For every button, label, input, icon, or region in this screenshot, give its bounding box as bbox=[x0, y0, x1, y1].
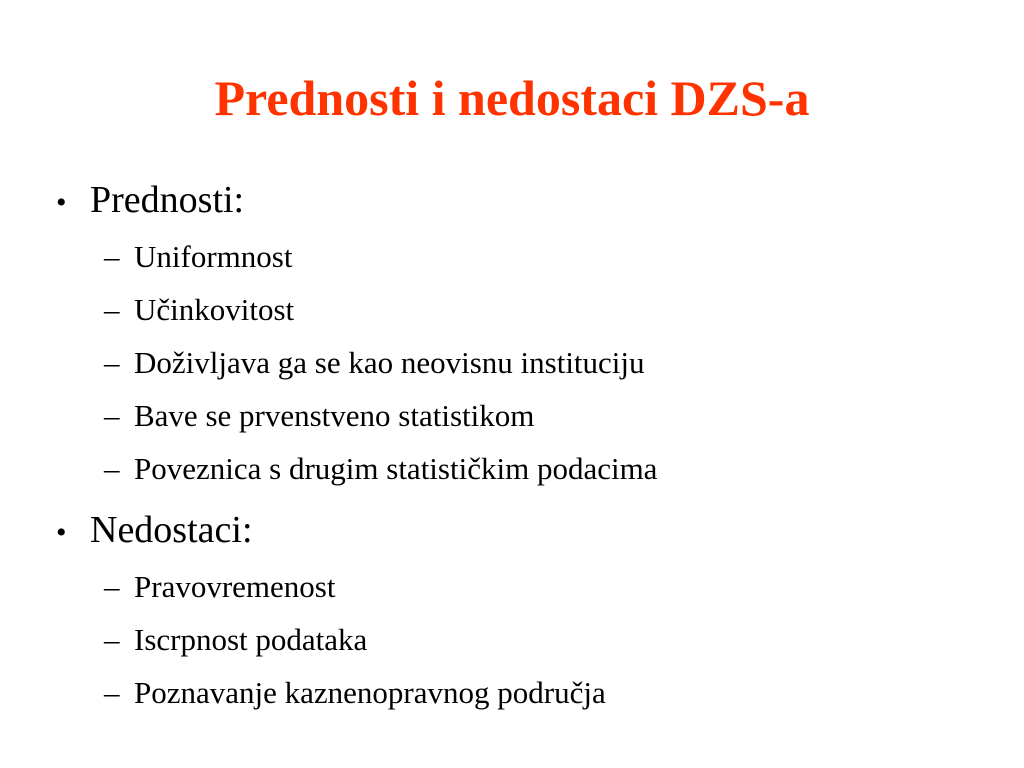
list-item bbox=[56, 560, 996, 613]
list-item-label: Uniformnost bbox=[134, 239, 293, 274]
list-item bbox=[56, 283, 996, 336]
section-heading-label: Prednosti: bbox=[90, 179, 245, 221]
section-heading-prednosti bbox=[56, 170, 996, 230]
list-item-label: Doživljava ga se kao neovisnu instituciju bbox=[134, 345, 645, 380]
dash-icon: – bbox=[104, 675, 120, 710]
list-item-label: Pravovremenost bbox=[134, 569, 336, 604]
dash-icon: – bbox=[104, 451, 120, 486]
list-item bbox=[56, 613, 996, 666]
list-item-label: Bave se prvenstveno statistikom bbox=[134, 398, 535, 433]
dash-icon: – bbox=[104, 292, 120, 327]
slide-title: Prednosti i nedostaci DZS-a bbox=[214, 70, 810, 126]
list-item bbox=[56, 230, 996, 283]
bullet-icon: • bbox=[56, 516, 67, 549]
list-item bbox=[56, 336, 996, 389]
bullet-icon: • bbox=[56, 186, 67, 219]
bullet-list bbox=[56, 170, 996, 719]
section-heading-label: Nedostaci: bbox=[90, 509, 253, 551]
list-item-label: Poveznica s drugim statističkim podacima bbox=[134, 451, 658, 486]
list-item-label: Iscrpnost podataka bbox=[134, 622, 368, 657]
dash-icon: – bbox=[104, 239, 120, 274]
dash-icon: – bbox=[104, 569, 120, 604]
dash-icon: – bbox=[104, 622, 120, 657]
dash-icon: – bbox=[104, 398, 120, 433]
dash-icon: – bbox=[104, 345, 120, 380]
list-item-label: Poznavanje kaznenopravnog područja bbox=[134, 675, 606, 710]
list-item bbox=[56, 389, 996, 442]
list-item-label: Učinkovitost bbox=[134, 292, 295, 327]
section-heading-nedostaci bbox=[56, 500, 996, 560]
list-item bbox=[56, 666, 996, 719]
list-item bbox=[56, 442, 996, 495]
